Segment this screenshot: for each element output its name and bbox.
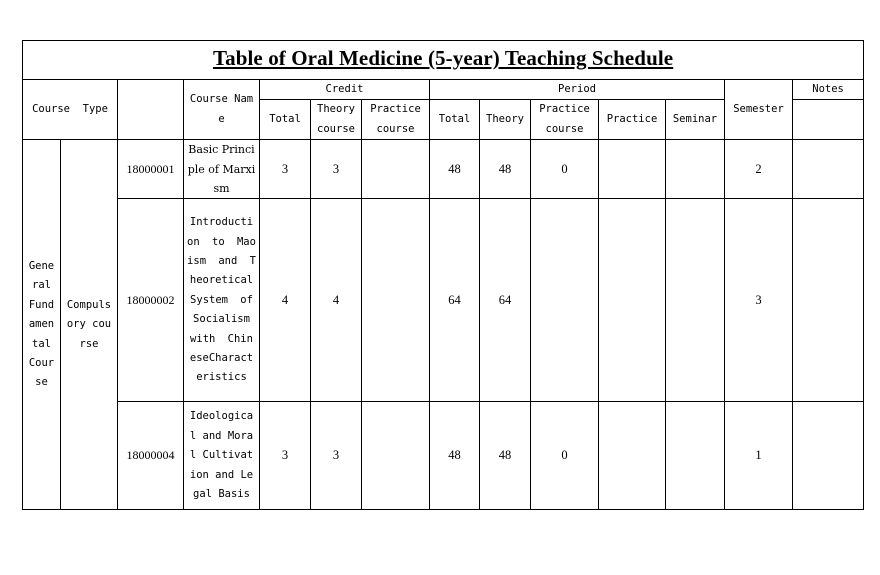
notes — [793, 199, 864, 402]
period-seminar — [666, 199, 725, 402]
course-category-cell: General Fundamental Course — [23, 140, 61, 510]
header-period-total: Total — [430, 100, 480, 140]
period-total: 64 — [430, 199, 480, 402]
header-notes: Notes — [793, 80, 864, 100]
credit-theory: 3 — [311, 402, 362, 510]
table-row — [23, 402, 864, 510]
course-type-cell: Compulsory course — [61, 140, 118, 510]
table-row — [23, 199, 864, 402]
period-practice-course — [531, 199, 599, 402]
header-period: Period — [430, 80, 725, 100]
header-period-practice: Practice — [599, 100, 666, 140]
semester: 1 — [725, 402, 793, 510]
course-name: Basic Principle of Marxism — [184, 140, 260, 199]
teaching-schedule-document — [22, 40, 863, 510]
credit-practice — [362, 402, 430, 510]
header-period-theory: Theory — [480, 100, 531, 140]
notes — [793, 402, 864, 510]
period-theory: 48 — [480, 402, 531, 510]
teaching-schedule-table — [22, 40, 864, 510]
credit-practice — [362, 199, 430, 402]
semester: 3 — [725, 199, 793, 402]
header-credit-practice: Practice course — [362, 100, 430, 140]
credit-theory: 3 — [311, 140, 362, 199]
course-code: 18000001 — [118, 140, 184, 199]
credit-total: 4 — [260, 199, 311, 402]
course-name: Introduction to Maoism and Theoretical System of Socialism with ChineseCharacteristics — [184, 199, 260, 402]
course-name: Ideological and Moral Cultivation and Legal Basis — [184, 402, 260, 510]
header-course-type: Course Type — [23, 80, 118, 140]
period-practice — [599, 140, 666, 199]
period-practice — [599, 199, 666, 402]
period-practice — [599, 402, 666, 510]
title-cell — [23, 41, 864, 80]
title-row — [23, 41, 864, 80]
period-total: 48 — [430, 140, 480, 199]
semester: 2 — [725, 140, 793, 199]
course-code: 18000004 — [118, 402, 184, 510]
header-period-seminar: Seminar — [666, 100, 725, 140]
header-credit-total: Total — [260, 100, 311, 140]
header-notes-sub — [793, 100, 864, 140]
header-semester: Semester — [725, 80, 793, 140]
header-credit-theory: Theory course — [311, 100, 362, 140]
credit-total: 3 — [260, 140, 311, 199]
notes — [793, 140, 864, 199]
period-total: 48 — [430, 402, 480, 510]
credit-total: 3 — [260, 402, 311, 510]
credit-theory: 4 — [311, 199, 362, 402]
course-code: 18000002 — [118, 199, 184, 402]
period-practice-course: 0 — [531, 402, 599, 510]
period-theory: 64 — [480, 199, 531, 402]
credit-practice — [362, 140, 430, 199]
period-seminar — [666, 402, 725, 510]
header-course-name: Course Name — [184, 80, 260, 140]
header-credit: Credit — [260, 80, 430, 100]
header-period-practice-course: Practice course — [531, 100, 599, 140]
period-theory: 48 — [480, 140, 531, 199]
table-row — [23, 140, 864, 199]
header-row-1 — [23, 80, 864, 100]
header-code-blank — [118, 80, 184, 140]
period-practice-course: 0 — [531, 140, 599, 199]
page-title: Table of Oral Medicine (5-year) Teaching Schedule — [212, 45, 674, 70]
period-seminar — [666, 140, 725, 199]
